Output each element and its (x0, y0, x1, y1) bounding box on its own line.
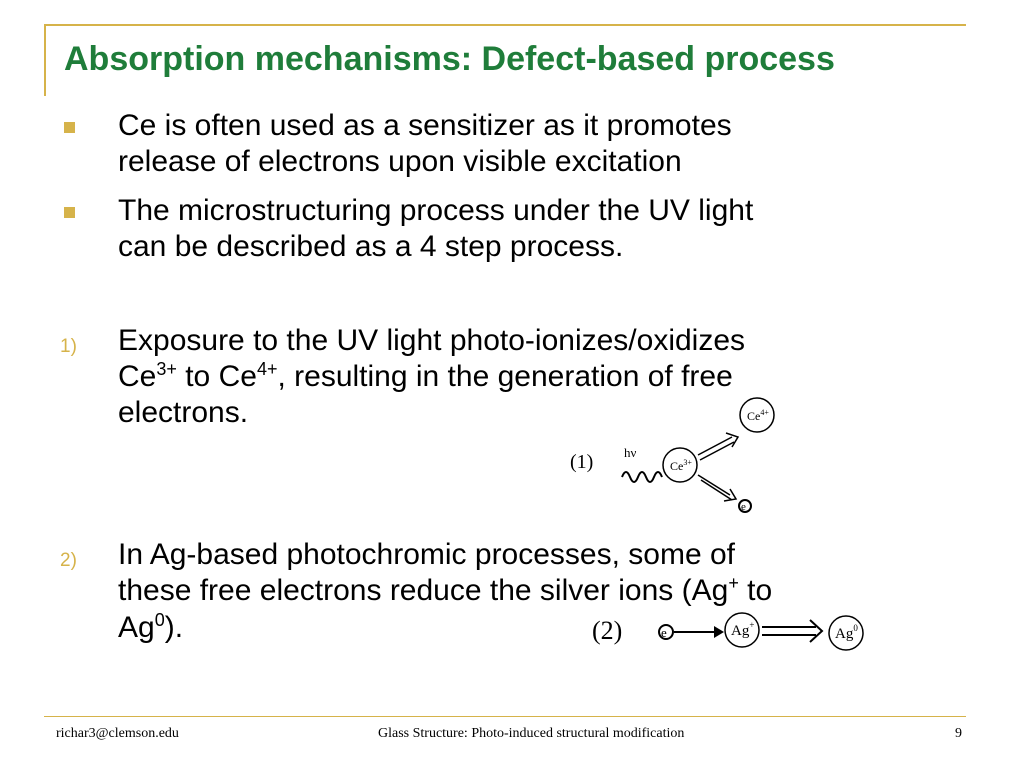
double-arrow-down-icon (698, 475, 736, 501)
diagram-1-ce-ionization (560, 395, 790, 520)
photon-wave-icon (622, 472, 662, 482)
diagram-1-label: (1) (570, 451, 594, 473)
electron-label: e (741, 501, 746, 513)
step-2-line-1: In Ag-based photochromic processes, some of (118, 538, 735, 571)
step-2-line-3: Ag$^0$). (118, 610, 184, 644)
bullet-marker (64, 207, 75, 218)
electron-label: e (661, 625, 667, 640)
arrow-right-icon (674, 626, 724, 638)
bullet-1-line-2: release of electrons upon visible excitation (118, 145, 682, 178)
step-1-line-2: $Ce^{3+}$ to $Ce^{4+}$, resulting in the generation of free (118, 359, 733, 393)
footer-rule (44, 716, 966, 717)
double-arrow-up-icon (698, 433, 738, 460)
step-1-line-3: electrons. (118, 396, 249, 429)
photon-label: hν (624, 445, 637, 460)
step-1-number: 1) (60, 336, 77, 357)
bullet-2-line-2: can be described as a 4 step process. (118, 230, 624, 263)
ag0-label: Ag$^0$ (835, 623, 858, 642)
diagram-2-ag-reduction (590, 605, 880, 660)
ce3-label: $Ce^{3+}$ (670, 458, 692, 473)
ag-plus-label: Ag+ (731, 620, 755, 639)
footer-course: Glass Structure: Photo-induced structural modification (378, 726, 685, 741)
bullet-marker (64, 122, 75, 133)
step-2-number: 2) (60, 550, 77, 571)
bullet-1-line-1: Ce is often used as a sensitizer as it promotes (118, 109, 732, 142)
step-1-line-1: Exposure to the UV light photo-ionizes/oxidizes (118, 324, 746, 357)
footer-email: richar3@clemson.edu (56, 726, 179, 741)
bullet-2-line-1: The microstructuring process under the UV light (118, 194, 754, 227)
ce4-label: $Ce^{4+}$ (747, 408, 769, 423)
diagram-2-label: (2) (592, 616, 623, 645)
step-2-line-2: these free electrons reduce the silver ions (Ag+ to (118, 573, 773, 607)
slide-title: Absorption mechanisms: Defect-based process (64, 40, 835, 78)
double-arrow-right-icon (762, 620, 822, 642)
page-number: 9 (955, 726, 962, 741)
